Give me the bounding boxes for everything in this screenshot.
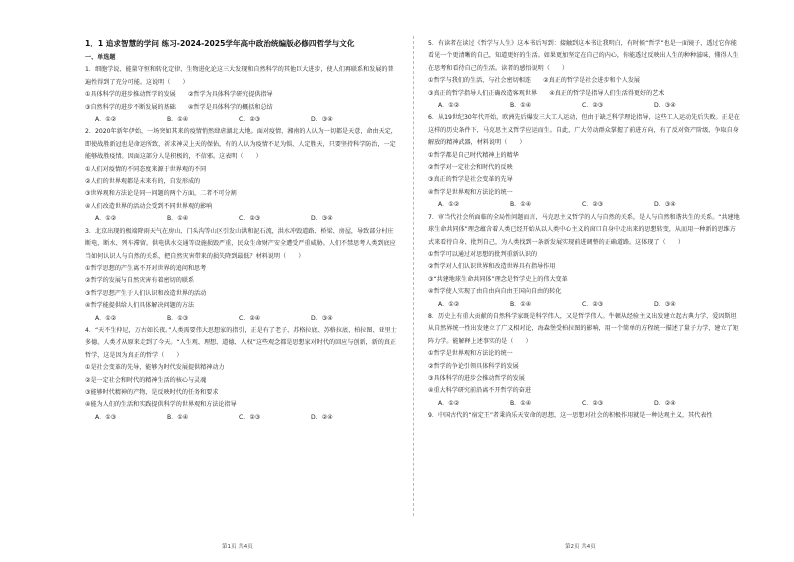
- answer-choice[interactable]: A．①②: [438, 399, 460, 407]
- answer-choice[interactable]: D．③④: [311, 215, 333, 223]
- question: [428, 112, 741, 211]
- right-column: [428, 38, 741, 423]
- question-option: ④能为人们的生活和实践提供科学的世界观和方法论指导: [85, 401, 237, 409]
- answer-choice[interactable]: B．①③: [167, 314, 189, 322]
- section-heading: 一、单选题: [85, 54, 116, 61]
- question: [85, 325, 398, 424]
- question-option: ②哲学对人们认识世界和改造世界具有指导作用: [428, 263, 556, 271]
- answer-choice[interactable]: B．①④: [167, 413, 189, 421]
- question-option: ④哲学使人实现了由自由向自由王国向自由的转化: [428, 288, 562, 296]
- answer-choice[interactable]: D．③④: [654, 102, 676, 110]
- answer-choice[interactable]: C．②③: [239, 413, 261, 421]
- answer-choice[interactable]: C．②③: [582, 102, 604, 110]
- question-stem: 7．审当代社会所面临的全局性问题而言，马克思主义哲学的人与自然的关系，是人与自然和谐共生的关系。“共建地球生命共同体”理念蕴含着人类已经开始从以人类中心主义的窗口自身中走出来的思想转变，从而用一种新的思维方式来看待自身、批判自己，为人类找到一条新发展实现前进调整的正确道路。这体现了（ ）: [428, 213, 740, 246]
- answer-choice[interactable]: B．①④: [510, 102, 532, 110]
- question-option: ②哲学对一定社会和时代的反映: [428, 164, 513, 172]
- answer-choice[interactable]: B．①④: [167, 116, 189, 124]
- answer-choice[interactable]: D．③④: [311, 314, 333, 322]
- answer-choice[interactable]: C．②③: [582, 300, 604, 308]
- answer-choices: [428, 100, 741, 112]
- answer-choice[interactable]: B．①④: [510, 201, 532, 209]
- question-stem: 6．从19世纪30年代开始，欧洲先后爆发三大工人运动，但由于缺乏科学理论指导，这些工人运动先后失败。正是在这样的历史条件下，马克思主义哲学应运而生。自此，广大劳动群众掌握了前进方向，有了反对资产阶级、争取自身解放的精神武器，材料说明（ ）: [428, 114, 740, 147]
- question-option: ③自然科学的进步不断发展的基础 ④哲学是具体科学的概括和总结: [85, 103, 273, 111]
- question: [85, 126, 398, 225]
- question: [428, 311, 741, 410]
- footer-right: 第2页 共4页: [565, 544, 596, 550]
- question-option: ③真正的哲学指导人们正确改造客观世界 ④真正的哲学是指导人们生活得更好的艺术: [428, 89, 665, 97]
- answer-choice[interactable]: C．②③: [239, 116, 261, 124]
- answer-choice[interactable]: A．①②: [95, 116, 117, 124]
- answer-choices: [85, 313, 398, 325]
- answer-choices: [85, 114, 398, 126]
- answer-choice[interactable]: A．①②: [438, 300, 460, 308]
- answer-choice[interactable]: C．②③: [239, 215, 261, 223]
- question-option: ③真正的哲学是社会变革的先导: [428, 176, 513, 184]
- answer-choice[interactable]: D．②④: [654, 399, 676, 407]
- question: [85, 226, 398, 325]
- question: [85, 64, 398, 126]
- question: [428, 212, 741, 311]
- question-option: ③具体科学的进步会推动哲学的发展: [428, 374, 525, 382]
- question-option: ①哲学是世界观和方法论的统一: [428, 350, 513, 358]
- question-option: ④人们改造世界的活动会受到不同世界观的影响: [85, 202, 213, 210]
- page-title: 1．1 追求智慧的学问 练习-2024-2025学年高中政治统编版必修四哲学与文化: [85, 39, 355, 48]
- answer-choice[interactable]: C．②④: [239, 314, 261, 322]
- question-option: ②哲学的发展与自然灾害有着密切的联系: [85, 277, 195, 285]
- question: [428, 38, 741, 112]
- answer-choice[interactable]: D．②④: [311, 413, 333, 421]
- answer-choice[interactable]: C．②③: [582, 399, 604, 407]
- answer-choice[interactable]: A．①②: [438, 201, 460, 209]
- question-option: ①哲学思想的产生离不开对世界的追问和思考: [85, 264, 207, 272]
- answer-choice[interactable]: D．③④: [311, 116, 333, 124]
- question-option: ①哲学可以通过对思想的批判重新认识的: [428, 250, 538, 258]
- question-stem: 4．“天不生仲尼，万古如长夜。”人类需要伟大思想家的指引，正是有了老子、苏格拉底、苏格拉底、柏拉图、亚里士多德，人类才从原来走到了今天。“人生观、理想、道德、人权”这些观念都是思想家对时代的回应与创新，新的真正哲学，这是因为真正的哲学（ ）: [85, 326, 397, 359]
- question-option: ①具体科学的进步推动哲学的发展 ②哲学为具体科学研究提供指导: [85, 91, 273, 99]
- question-stem: 9．中国古代的“宿定王”者秉尚乐天安命的思想，这一思想对社会的积极作用就是一种达观主义，其代表性: [428, 412, 713, 420]
- question-stem: 3．北京出现的极端降雨天气在房山、门头沟等山区引发山洪和泥石流，洪水冲毁道路、桥梁、房屋，导致部分村庄断电、断水、列车滞留。供电供水交通等设施损毁严重，民众生命财产安全遭受严重威胁。人们不禁思考人类到底应当如何认识人与自然的关系，把自然灾害带来的损失降到最低？材料说明（ ）: [85, 227, 396, 260]
- answer-choice[interactable]: A．①③: [95, 413, 117, 421]
- question-option: ③世界观和方法论是同一问题的两个方面，二者不可分割: [85, 190, 237, 198]
- question-option: ①哲学都是自己时代精神上的精华: [428, 151, 519, 159]
- answer-choices: [85, 213, 398, 225]
- question-option: ③“共建地球生命共同体”理念是哲学史上的伟大变革: [428, 275, 568, 283]
- footer-left: 第1页 共4页: [222, 544, 253, 550]
- question-option: ④哲学是世界观和方法论的统一: [428, 188, 513, 196]
- question-option: ①人们对疫情的不同态度来源于世界观的不同: [85, 165, 207, 173]
- column-divider: [413, 36, 415, 516]
- answer-choice[interactable]: B．①④: [167, 215, 189, 223]
- question-option: ④重大科学研究前沿离不开哲学的奋进: [428, 387, 531, 395]
- answer-choices: [428, 199, 741, 211]
- question-option: ②是一定社会和时代的精神生活的核心与灵魂: [85, 376, 207, 384]
- question-stem: 8．历史上有重大贡献的自然科学家既是科学伟人，又是哲学伟人。牛顿从经验主义出发建立起古典力学，爱因斯坦从自然界统一性出发建立了广义相对论，海森堡受柏拉图的影响，用一个简单的方程统一描述了量子力学，建立了矩阵力学。能解释上述事实的是（ ）: [428, 312, 739, 345]
- question-stem: 2．2020年新年伊始，一场突如其来的疫情悄然肆虐湖北大地。面对疫情，湘南的人认为一切都是天意，命由天定，即使战胜新冠也是命运所致，祈求神灵上天的保佑，有的人认为疫情不足为惧，人定胜天，只要坚持科学防治，一定能够战胜疫情。因面这部分人是积极的，不信邪。这表明（ ）: [85, 128, 397, 161]
- answer-choice[interactable]: D．③④: [654, 300, 676, 308]
- left-column: [85, 38, 398, 424]
- answer-choice[interactable]: A．①②: [438, 102, 460, 110]
- question-option: ②哲学的争论引领具体科学的发展: [428, 362, 519, 370]
- answer-choices: [85, 412, 398, 424]
- answer-choice[interactable]: D．③④: [654, 201, 676, 209]
- answer-choice[interactable]: B．①④: [510, 300, 532, 308]
- question-option: ②人们的世界观都是未来有的，自发形成的: [85, 178, 201, 186]
- question-option: ③哲学思想产生于人们认识和改造世界的活动: [85, 289, 207, 297]
- question: [428, 410, 741, 422]
- question-option: ①是社会变革的先导，能够为时代发展提供精神动力: [85, 364, 225, 372]
- answer-choice[interactable]: B．①④: [510, 399, 532, 407]
- question-option: ④哲学能提供给人们具体解决问题的方法: [85, 302, 195, 310]
- question-option: ①哲学与我们的生活、与社会密切相连 ②真正的哲学是社会进步和个人发展: [428, 77, 641, 85]
- answer-choices: [428, 299, 741, 311]
- answer-choices: [428, 398, 741, 410]
- answer-choice[interactable]: A．①②: [95, 314, 117, 322]
- answer-choice[interactable]: C．②③: [582, 201, 604, 209]
- answer-choice[interactable]: A．①②: [95, 215, 117, 223]
- question-option: ③能够时代精神的产物，是反映时代的任务和要求: [85, 388, 219, 396]
- question-stem: 1．细胞学说、能量守恒和转化定律、生物进化论这三大发现和自然科学的其他巨大进步，使人们再联系和发展的普遍性得到了充分可能。这说明（ ）: [85, 66, 394, 86]
- question-stem: 5．有读者在读过《哲学与人生》这本书后写到：接触到这本书让我明白，有时候“哲学”也是一面镜子，透过它你能看见一个更清晰的自己，知道更好的生活。如果更加坚定在自己的内心，你能透过反映出人生的种种滋味，懂得人生在思考和看待自己的生活。读者的感悟说明（ ）: [428, 40, 739, 72]
